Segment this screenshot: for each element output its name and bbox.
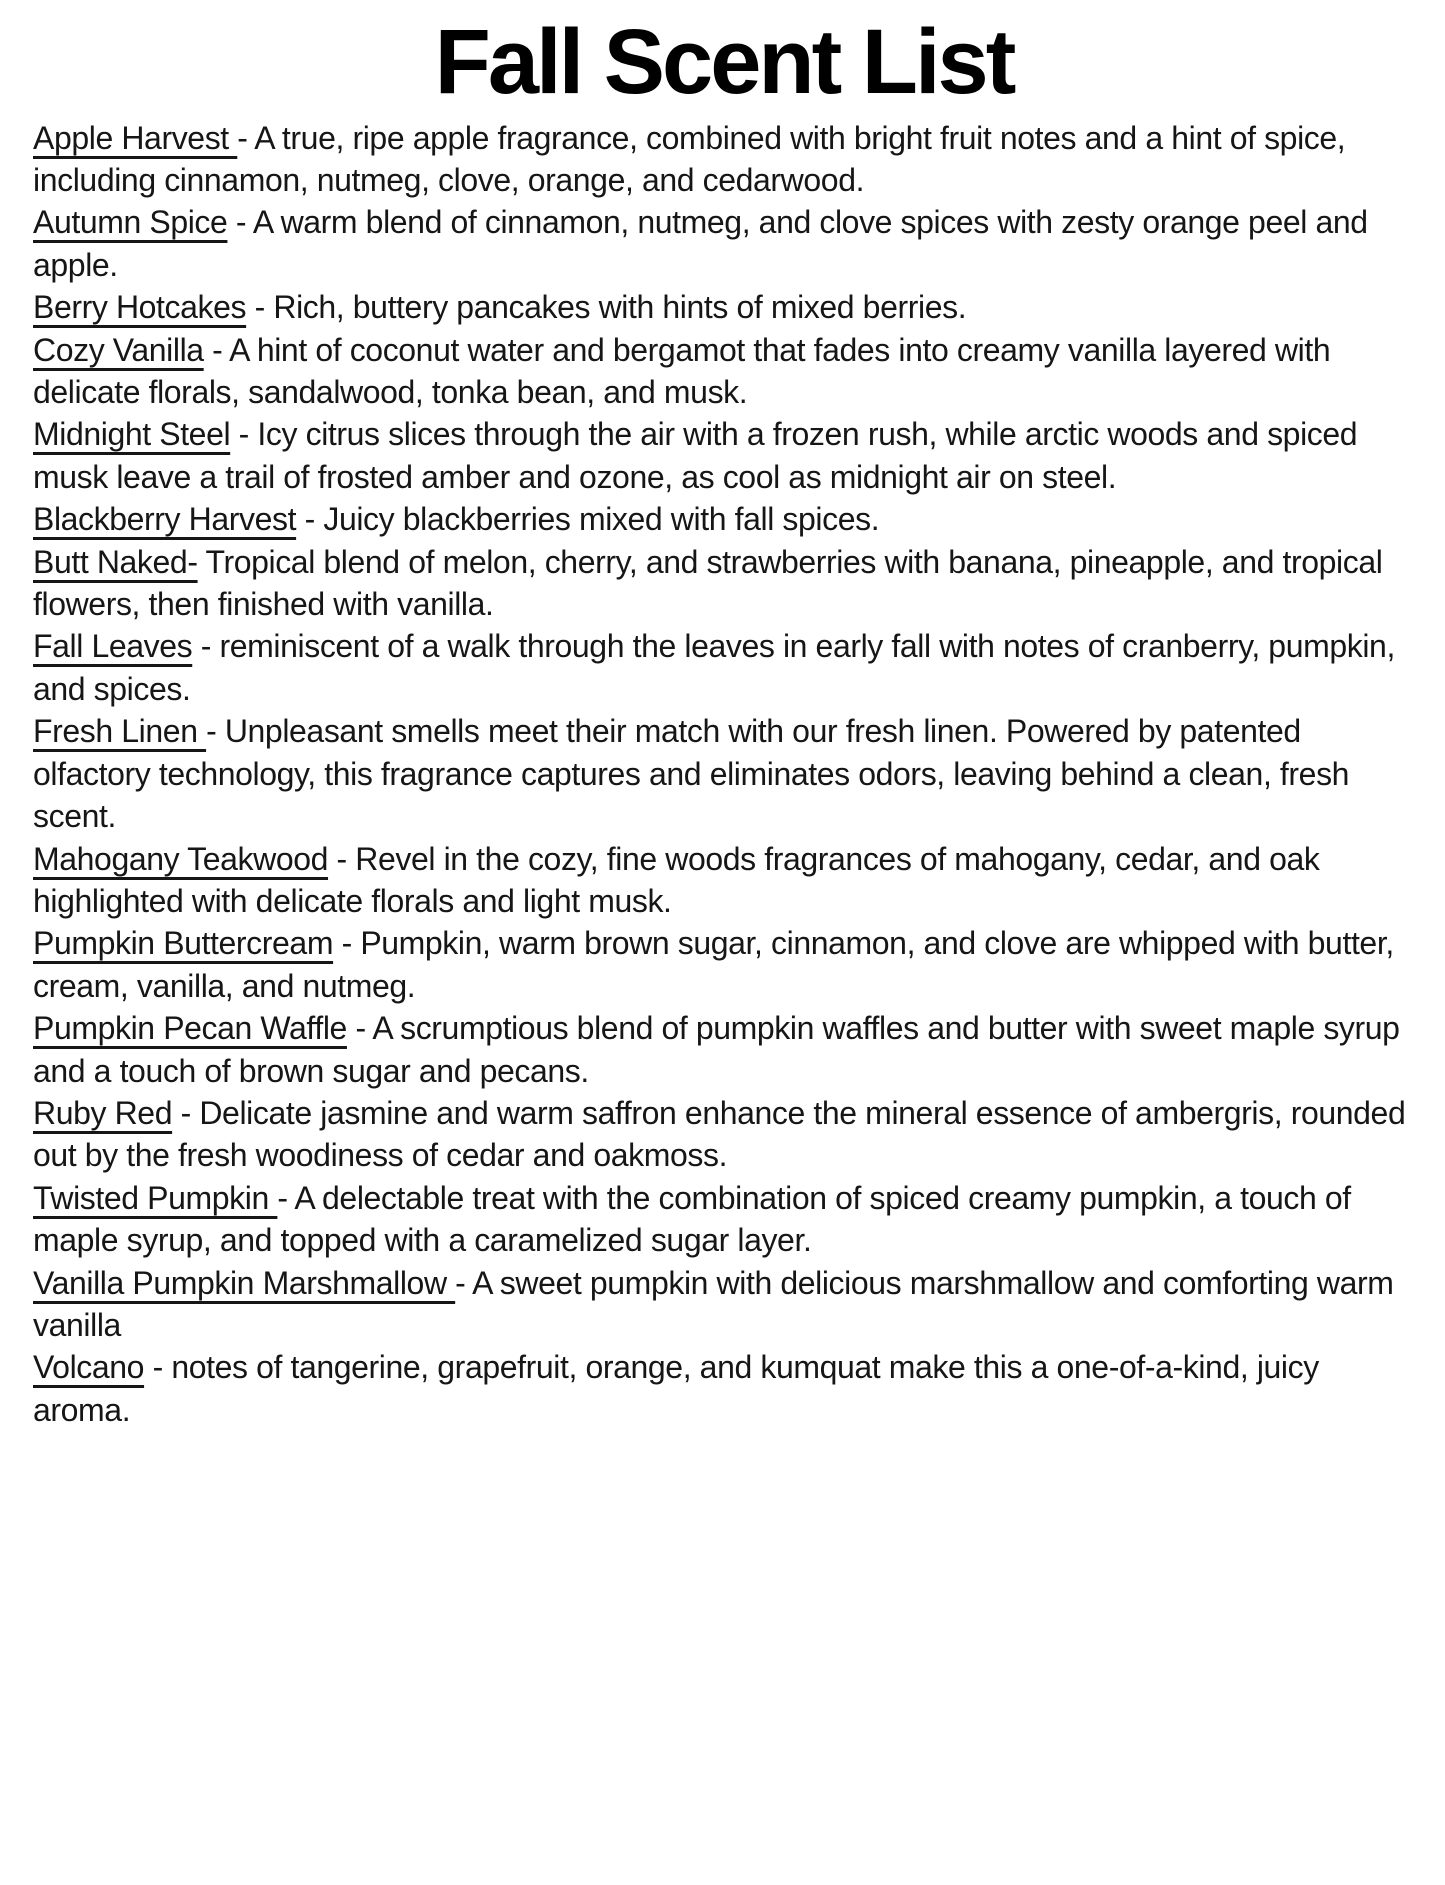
scent-name: Apple Harvest [33, 119, 238, 156]
scent-name: Twisted Pumpkin [33, 1179, 278, 1216]
scent-name: Midnight Steel [33, 416, 231, 453]
scent-description: - Pumpkin, warm brown sugar, cinnamon, and clove are whipped with butter, cream, vanilla, and nutmeg. [33, 925, 1403, 1004]
scent-entry [33, 625, 1415, 710]
scent-entry [33, 541, 1415, 626]
scent-entry [33, 413, 1415, 498]
scent-description: - Juicy blackberries mixed with fall spices. [296, 501, 880, 538]
scent-entry [33, 1346, 1415, 1431]
scent-entry [33, 922, 1415, 1007]
document-page [0, 11, 1445, 1885]
scent-name: Ruby Red [33, 1094, 173, 1131]
scent-name: Butt Naked- [33, 543, 198, 580]
scent-entry [33, 117, 1415, 202]
scent-entry [33, 1092, 1415, 1177]
scent-description: - reminiscent of a walk through the leaves in early fall with notes of cranberry, pumpkin, and spices. [33, 628, 1404, 707]
scent-name: Berry Hotcakes [33, 289, 247, 326]
scent-description: - Rich, buttery pancakes with hints of mixed berries. [246, 289, 967, 326]
scent-description: - A hint of coconut water and bergamot that fades into creamy vanilla layered with delicate florals, sandalwood, tonka bean, and musk. [33, 331, 1339, 411]
scent-description: - Icy citrus slices through the air with a frozen rush, while arctic woods and spiced musk leave a trail of frosted amber and ozone, as cool as midnight air on steel. [33, 416, 1366, 495]
scent-description: - Delicate jasmine and warm saffron enhance the mineral essence of ambergris, rounded out by the fresh woodiness of cedar and oakmoss. [33, 1094, 1414, 1174]
scent-entry [33, 329, 1415, 414]
scent-name: Cozy Vanilla [33, 331, 204, 368]
scent-entry [33, 1007, 1415, 1092]
scent-description: - Unpleasant smells meet their match with our fresh linen. Powered by patented olfactory technology, this fragrance captures and eliminates odors, leaving behind a clean, fresh scent. [33, 713, 1358, 835]
scent-description: - notes of tangerine, grapefruit, orange, and kumquat make this a one-of-a-kind, juicy aroma. [33, 1349, 1328, 1428]
scent-description: - A warm blend of cinnamon, nutmeg, and clove spices with zesty orange peel and apple. [33, 204, 1377, 283]
scent-description: - A delectable treat with the combination of spiced creamy pumpkin, a touch of maple syrup, and topped with a caramelized sugar layer. [33, 1179, 1360, 1259]
scent-description: - A sweet pumpkin with delicious marshmallow and comforting warm vanilla [33, 1264, 1402, 1343]
scent-description: - Revel in the cozy, fine woods fragrances of mahogany, cedar, and oak highlighted with delicate florals and light musk. [33, 840, 1328, 919]
page-title: Fall Scent List [434, 11, 1014, 113]
scent-entry [33, 1262, 1415, 1347]
scent-name: Pumpkin Buttercream [33, 925, 334, 962]
scent-name: Mahogany Teakwood [33, 840, 329, 877]
scent-name: Vanilla Pumpkin Marshmallow [33, 1264, 456, 1301]
scent-entry [33, 710, 1415, 837]
scent-name: Blackberry Harvest [33, 501, 297, 538]
scent-description: Tropical blend of melon, cherry, and strawberries with banana, pineapple, and tropical flowers, then finished with vanilla. [33, 543, 1391, 623]
scent-name: Pumpkin Pecan Waffle [33, 1010, 347, 1047]
scent-name: Fall Leaves [33, 628, 193, 665]
scent-name: Volcano [33, 1349, 145, 1386]
scent-entry [33, 201, 1415, 286]
scent-entry [33, 838, 1415, 923]
scent-entry [33, 498, 1415, 540]
scent-name: Autumn Spice [33, 204, 228, 241]
scent-description: - A scrumptious blend of pumpkin waffles and butter with sweet maple syrup and a touch of brown sugar and pecans. [33, 1010, 1409, 1089]
scent-list [33, 117, 1415, 1432]
scent-description: - A true, ripe apple fragrance, combined with bright fruit notes and a hint of spice, including cinnamon, nutmeg, clove, orange, and cedarwood. [33, 119, 1354, 198]
scent-entry [33, 1177, 1415, 1262]
scent-entry [33, 286, 1415, 328]
scent-name: Fresh Linen [33, 713, 207, 750]
